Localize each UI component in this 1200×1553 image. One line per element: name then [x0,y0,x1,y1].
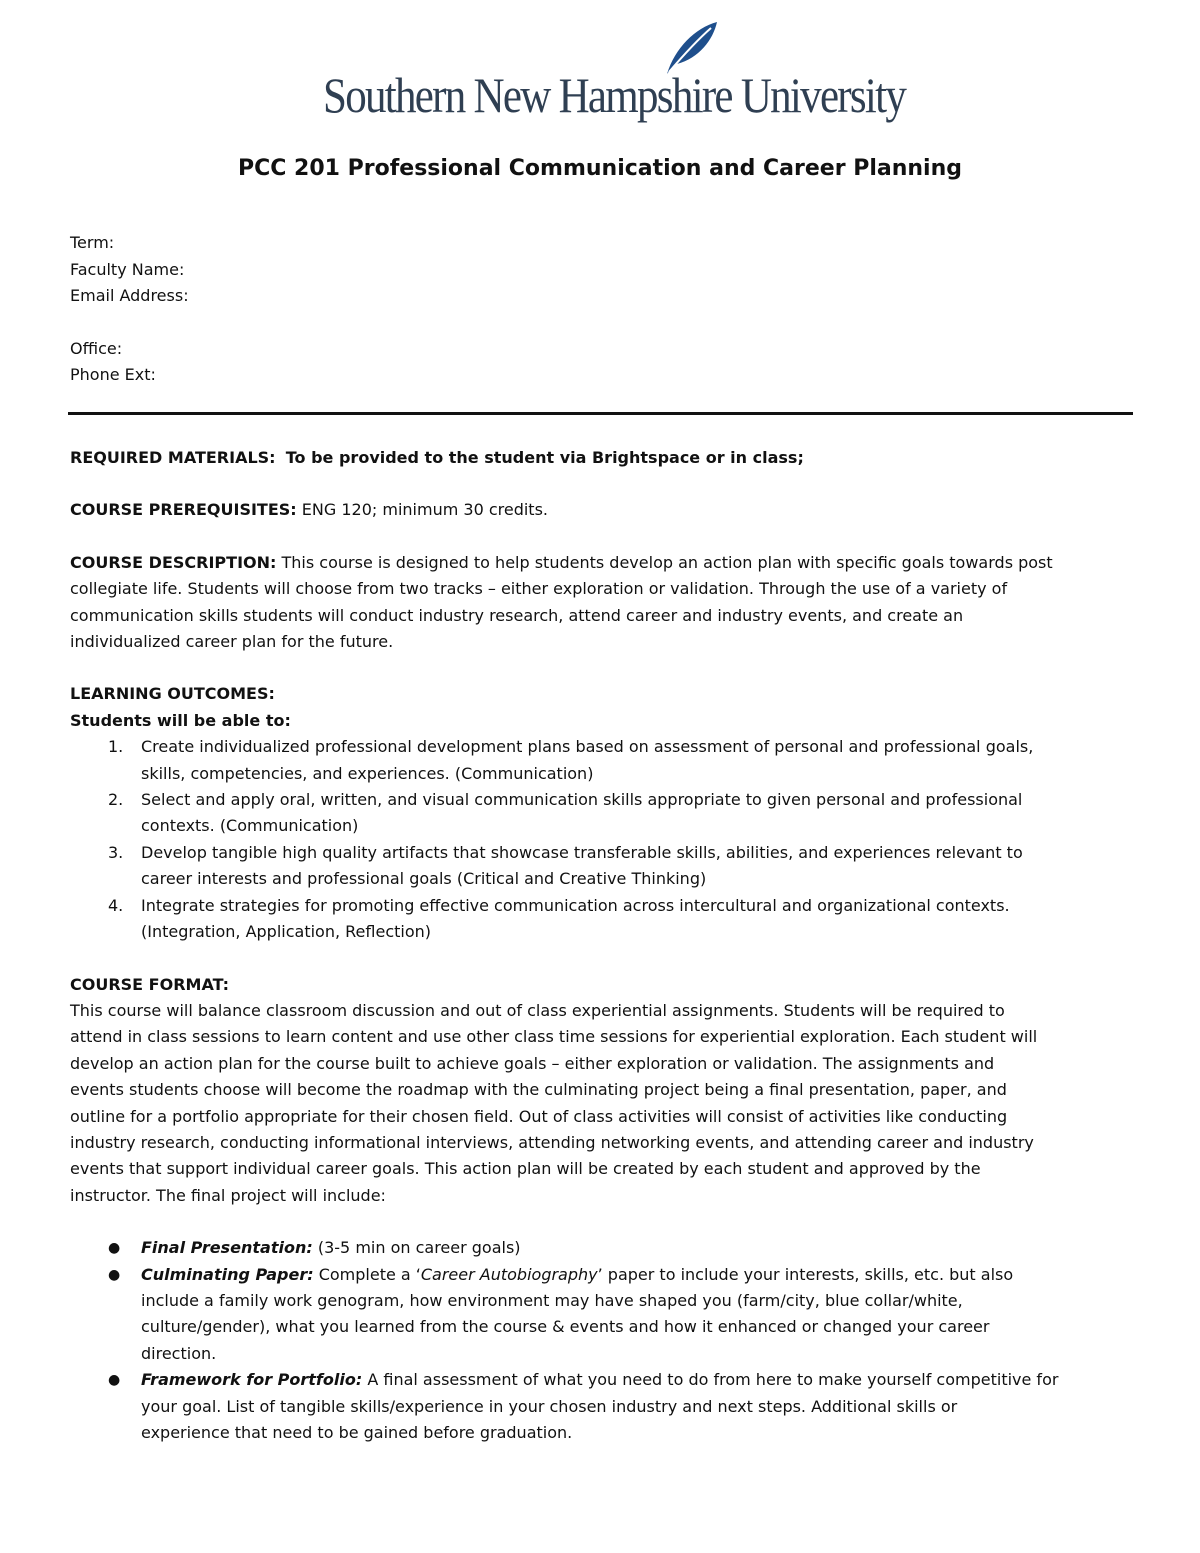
final-item-label: Culminating Paper: [141,1264,314,1284]
format-line: attend in class sessions to learn content and use other class time sessions for experiential exploration. Each student will [70,1027,1038,1047]
outcome-line: (Integration, Application, Reflection) [141,922,431,942]
final-item-text: direction. [141,1343,217,1363]
prerequisites-text: ENG 120; minimum 30 credits. [301,500,548,520]
list-number: 4. [108,895,124,915]
outcomes-label: LEARNING OUTCOMES: [70,684,275,704]
final-item-label: Framework for Portfolio: [141,1370,363,1390]
required-materials-text: To be provided to the student via Brightspace or in class; [285,448,804,467]
format-line: develop an action plan for the course built to achieve goals – either exploration or validation. The assignments and [70,1053,995,1073]
format-line: This course will balance classroom discussion and out of class experiential assignments. Students will be required to [70,1000,1005,1020]
term-label: Term: [70,233,115,252]
outcome-line: contexts. (Communication) [141,816,359,836]
description-label: COURSE DESCRIPTION: [70,552,277,572]
bullet-icon: ● [108,1266,121,1283]
list-item [70,787,1130,840]
office-label: Office: [70,338,123,358]
learning-outcomes [70,681,1130,945]
list-item [70,1262,1130,1368]
page-title: PCC 201 Professional Communication and Career Planning [237,156,963,181]
course-description [70,550,1130,656]
course-prerequisites [70,497,1130,523]
outcome-line: Develop tangible high quality artifacts that showcase transferable skills, abilities, and experiences relevant to [141,842,1023,862]
outcomes-list [70,734,1130,945]
email-label: Email Address: [70,286,189,305]
final-item-text: (3-5 min on career goals) [312,1238,521,1258]
final-project-list [70,1235,1130,1446]
list-item [70,734,1130,787]
final-item-italic: Career Autobiography [420,1264,598,1284]
university-logo [323,18,906,143]
list-item [70,893,1130,946]
final-item-text: culture/gender), what you learned from the course & events and how it enhanced or changed your career [141,1317,990,1337]
list-number: 2. [108,790,124,810]
outcome-line: career interests and professional goals (Critical and Creative Thinking) [141,869,707,889]
description-line: This course is designed to help students develop an action plan with specific goals towards post [281,552,1053,572]
list-item [70,1367,1130,1446]
final-item-text: A final assessment of what you need to do from here to make yourself competitive for [362,1370,1059,1390]
outcome-line: Select and apply oral, written, and visual communication skills appropriate to given personal and professional [141,790,1023,810]
phone-label: Phone Ext: [70,365,156,384]
description-line: communication skills students will conduct industry research, attend career and industry events, and create an [70,605,964,625]
faculty-name-label: Faculty Name: [70,259,185,279]
format-line: events students choose will become the roadmap with the culminating project being a final presentation, paper, and [70,1080,1007,1100]
outcome-line: skills, competencies, and experiences. (Communication) [141,763,594,783]
final-item-text: ’ paper to include your interests, skills, etc. but also [597,1264,1014,1284]
syllabus-content [70,445,1130,1446]
final-item-text: Complete a ‘ [313,1264,421,1284]
list-item [70,1235,1130,1261]
logo-wordmark: Southern New Hampshire University [323,67,906,123]
format-label: COURSE FORMAT: [70,974,230,994]
final-item-text: your goal. List of tangible skills/experience in your chosen industry and next steps. Additional skills or [141,1396,958,1416]
format-line: outline for a portfolio appropriate for their chosen field. Out of class activities will consist of activities like conducting [70,1106,1008,1126]
required-materials-label: REQUIRED MATERIALS: [70,448,276,467]
final-item-text: include a family work genogram, how environment may have shaped you (farm/city, blue collar/white, [141,1290,963,1310]
list-number: 1. [108,737,124,757]
final-item-label: Final Presentation: [141,1238,313,1258]
description-line: collegiate life. Students will choose from two tracks – either exploration or validation. Through the use of a variety of [70,579,1008,599]
outcome-line: Integrate strategies for promoting effective communication across intercultural and organizational contexts. [141,895,1010,915]
prerequisites-label: COURSE PREREQUISITES: [70,500,297,520]
bullet-icon: ● [108,1372,121,1389]
format-line: instructor. The final project will include: [70,1185,386,1205]
description-line: individualized career plan for the future. [70,632,394,652]
faculty-info [70,230,189,389]
list-number: 3. [108,842,124,862]
required-materials [70,445,1130,471]
format-line: events that support individual career goals. This action plan will be created by each student and approved by the [70,1159,981,1179]
final-item-text: experience that need to be gained before graduation. [141,1423,573,1442]
outcome-line: Create individualized professional development plans based on assessment of personal and professional goals, [141,737,1034,757]
format-line: industry research, conducting informational interviews, attending networking events, and attending career and industry [70,1132,1034,1152]
list-item [70,840,1130,893]
section-divider [68,412,1133,415]
bullet-icon: ● [108,1240,121,1257]
course-format [70,972,1130,1210]
outcomes-intro: Students will be able to: [70,710,291,730]
